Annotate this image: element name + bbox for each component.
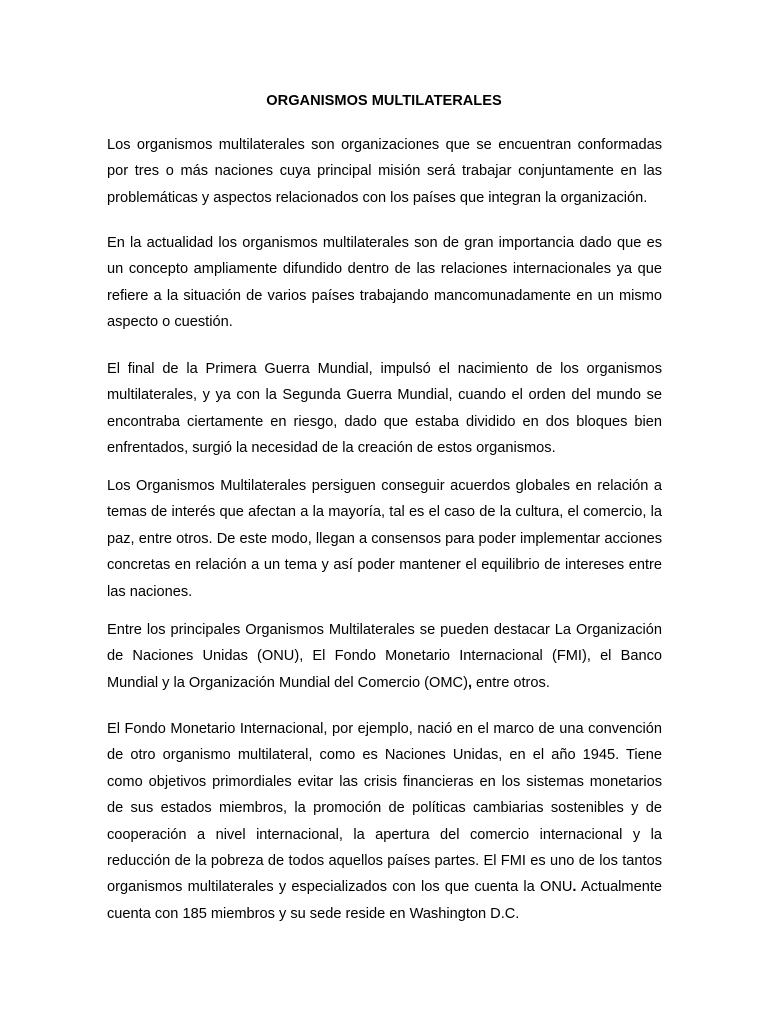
paragraph-definition: Los organismos multilaterales son organizaciones que se encuentran conformadas por tres o más naciones cuya principal misión será trabajar conjuntamente en las problemáticas y aspectos relacionados con los países que integran la organización. [107, 137, 662, 206]
paragraph-main-organisms-end: entre otros. [472, 674, 550, 691]
paragraph-history: El final de la Primera Guerra Mundial, impulsó el nacimiento de los organismos multilaterales, y ya con la Segunda Guerra Mundial, cuando el orden del mundo se encontraba ciertamente en riesgo, dado que estaba dividido en dos bloques bien enfrentados, surgió la necesidad de la creación de estos organismos. [107, 361, 662, 457]
bold-comma: , [467, 674, 472, 691]
paragraph-goals: Los Organismos Multilaterales persiguen conseguir acuerdos globales en relación a temas de interés que afectan a la mayoría, tal es el caso de la cultura, el comercio, la paz, entre otros. De este modo, llegan a consensos para poder implementar acciones concretas en relación a un tema y así poder mantener el equilibrio de intereses entre las naciones. [107, 478, 662, 600]
paragraph-main-organisms [107, 617, 662, 696]
bold-period: . [572, 879, 577, 896]
paragraph-importance: En la actualidad los organismos multilaterales son de gran importancia dado que es un concepto ampliamente difundido dentro de las relaciones internacionales ya que refiere a la situación de varios países trabajando mancomunadamente en un mismo aspecto o cuestión. [107, 235, 662, 331]
paragraph-imf [107, 716, 662, 927]
paragraph-imf-text: El Fondo Monetario Internacional, por ejemplo, nació en el marco de una convención de otro organismo multilateral, como es Naciones Unidas, en el año 1945. Tiene como objetivos primordiales evitar las crisis financieras en los sistemas monetarios de sus estados miembros, la promoción de políticas cambiarias sostenibles y de cooperación a nivel internacional, la apertura del comercio internacional y la reducción de la pobreza de todos aquellos países partes. El FMI es uno de los tantos organismos multilaterales y especializados con los que cuenta la ONU [107, 721, 662, 896]
paragraph-imf-end: Actualmente cuenta con 185 miembros y su sede reside en Washington D.C. [107, 879, 662, 922]
document-title: ORGANISMOS MULTILATERALES [266, 93, 502, 109]
paragraph-main-organisms-text: Entre los principales Organismos Multilaterales se pueden destacar La Organización de Naciones Unidas (ONU), El Fondo Monetario Internacional (FMI), el Banco Mundial y la Organización Mundial del Comercio (OMC) [107, 622, 662, 691]
